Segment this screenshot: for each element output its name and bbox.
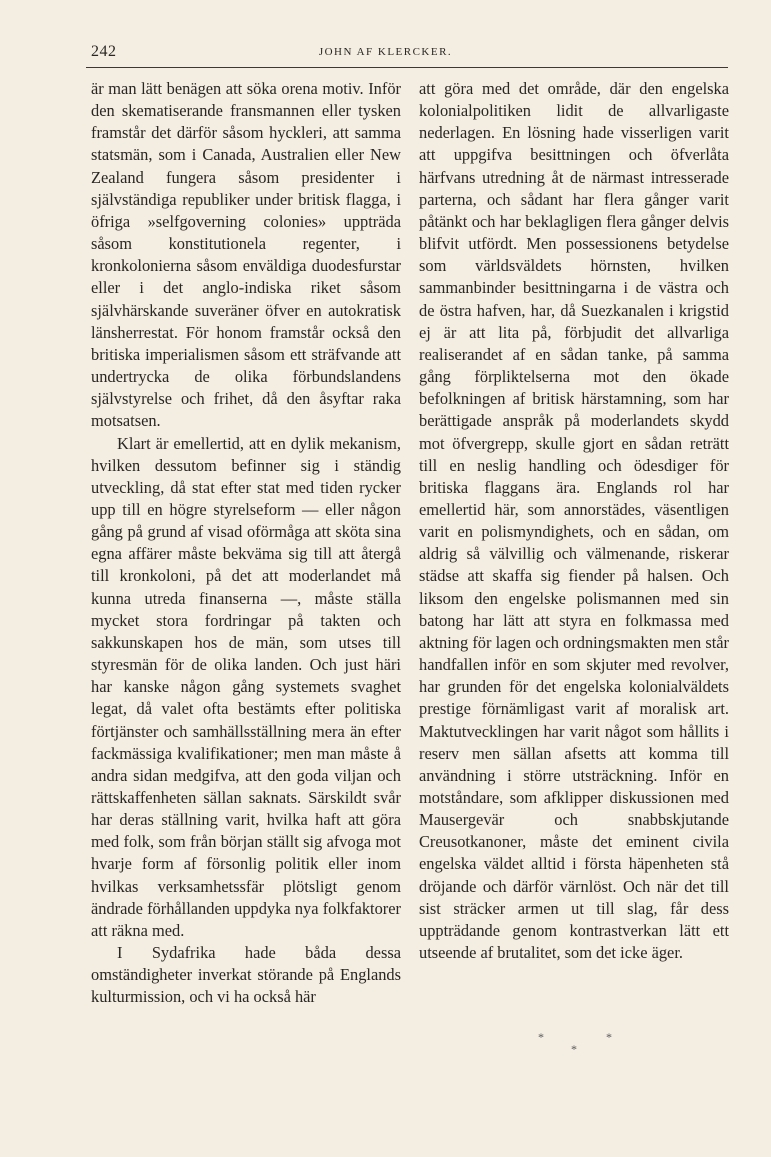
paragraph: är man lätt benägen att söka orena motiv. Inför den skematiserande fransmannen eller tysken framstår det därför såsom hyckleri, att samma statsmän, som i Canada, Australien eller New Zealand fungera såsom presidenter i självständiga republiker under britisk flagga, i öfriga »selfgoverning colonies» uppträda såsom konstitutionela regenter, i kronkolonierna såsom enväldiga duodesfurstar eller i det anglo-indiska riket såsom självhärskande suveräner öfver en autokratisk länsherrestat. För honom framstår också den britiska imperialismen såsom ett sträfvande att undertrycka de olika förbundslandens självstyrelse och frihet, då den åsyftar raka motsatsen. <box>91 79 401 431</box>
running-head: JOHN AF KLERCKER. <box>318 46 453 58</box>
asterism-star: * <box>606 1030 612 1044</box>
paragraph: I Sydafrika hade båda dessa omständigheter inverkat störande på Englands kulturmission, och vi ha också här <box>91 943 401 1007</box>
header-rule <box>86 67 728 68</box>
section-break <box>510 1030 630 1060</box>
asterism-star: * <box>571 1042 577 1056</box>
left-column <box>91 78 401 1009</box>
paragraph: att göra med det område, där den engelska kolonialpolitiken lidit de allvarligaste nederlagen. En lösning hade visserligen varit att uppgifva besittningen och öfverlåta härfvans utredning åt de närmast intresserade parterna, och sådant har flera gånger varit påtänkt och har beklagligen flera gånger delvis blifvit utfördt. Men possessionens betydelse som världsväldets hörnsten, hvilken sammanbinder besittningarna i de västra och de östra hafven, har, då Suezkanalen i krigstid ej är att lita på, förbjudit det allvarliga realiserandet af en sådan tanke, på samma gång förpliktelserna mot den ökade befolkningen af britisk härstamning, som har berättigade anspråk på moderlandets skydd mot öfvergrepp, skulle gjort en sådan reträtt till en neslig handling och ödesdiger för britiska flaggans ära. Englands rol har emellertid här, som annorstädes, väsentligen varit en polismyndighets, och en sådan, om aldrig så välvillig och välmenande, riskerar städse att skaffa sig fiender på halsen. Och liksom den engelske polismannen med sin batong har lätt att styra en folkmassa med aktning för lagen och ordningsmakten men står handfallen inför en som skjuter med revolver, har grunden för det engelska kolonialväldets prestige förnämligast varit af moralisk art. Maktutvecklingen har varit något som hållits i reserv men sällan afsetts att komma till användning i större utsträckning. Inför en motståndare, som afklipper diskussionen med Mausergevär och snabbskjutande Creusotkanoner, måste det eminent civila engelska väldet alltid i första häpenheten stå dröjande och därför värnlöst. Och när det till sist sträcker armen ut till slag, får dess uppträdande genom kontrastverkan lätt ett utseende af brutalitet, som det icke äger. <box>419 79 729 963</box>
paragraph: Klart är emellertid, att en dylik mekanism, hvilken dessutom befinner sig i ständig utveckling, då stat efter stat med tiden rycker upp till en högre styrelseform — eller någon gång på grund af visad oförmåga att sköta sina egna affärer måste bekväma sig till att återgå till kronkoloni, på det att moderlandet må kunna utreda finanserna —, måste ställa mycket stora fordringar på takten och sakkunskapen hos de män, som utses till styresmän för de olika landen. Och just häri har kanske någon gång systemets svaghet legat, då valet ofta bestämts efter politiska förtjänster och samhällsställning mera än efter fackmässiga kvalifikationer; men man måste å andra sidan medgifva, att den goda viljan och rättskaffenheten sällan saknats. Särskildt svår har deras ställning varit, hvilka haft att göra med folk, som från början ställt sig afvoga mot hvarje form af försonlig politik eller inom hvilkas verksamhetssfär plötsligt genom ändrade förhållanden uppdyka nya folkfaktorer att räkna med. <box>91 433 401 940</box>
right-column <box>419 78 729 964</box>
asterism-star: * <box>538 1030 544 1044</box>
page-number: 242 <box>91 43 117 60</box>
